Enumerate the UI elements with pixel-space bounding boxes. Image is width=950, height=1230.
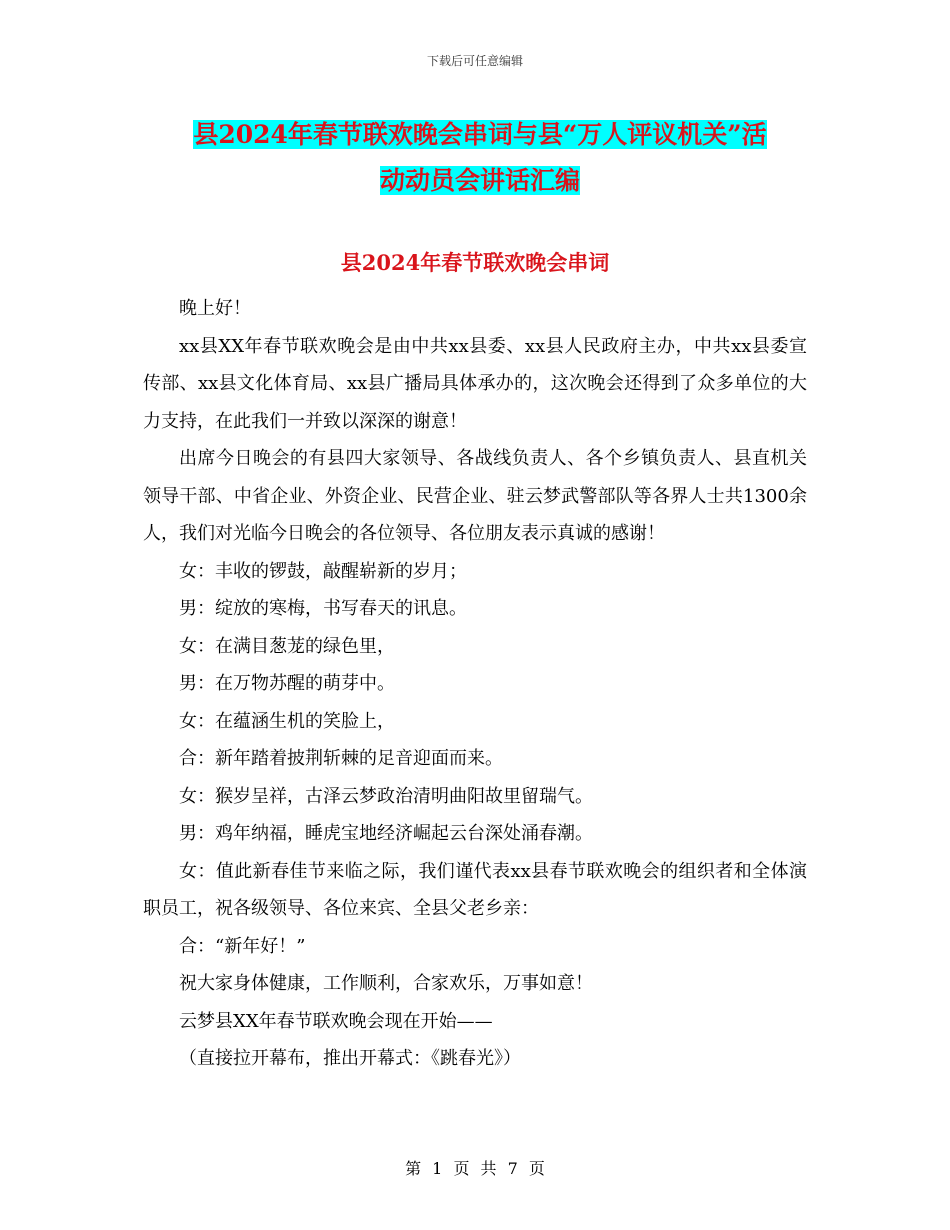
paragraph: 祝大家身体健康，工作顺利，合家欢乐，万事如意！ — [179, 973, 593, 994]
document-title — [140, 112, 820, 204]
paragraph: 合：“新年好！” — [179, 935, 306, 957]
page-number: 第 1 页 共 7 页 — [405, 1159, 545, 1178]
paragraph: 女：值此新春佳节来临之际，我们谨代表xx县春节联欢晚会的组织者和全体演职员工，祝各级领导、各位来宾、全县父老乡亲： — [143, 860, 807, 919]
paragraph: xx县XX年春节联欢晚会是由中共xx县委、xx县人民政府主办，中共xx县委宣传部、xx县文化体育局、xx县广播局具体承办的，这次晚会还得到了众多单位的大力支持，在此我们一并致以深深的谢意！ — [143, 335, 807, 432]
paragraph: 合：新年踏着披荆斩棘的足音迎面而来。 — [179, 748, 503, 769]
paragraph: （直接拉开幕布，推出开幕式：《跳春光》） — [179, 1048, 521, 1069]
paragraph: 女：猴岁呈祥，古泽云梦政治清明曲阳故里留瑞气。 — [179, 785, 593, 807]
paragraph: 出席今日晚会的有县四大家领导、各战线负责人、各个乡镇负责人、县直机关领导干部、中省企业、外资企业、民营企业、驻云梦武警部队等各界人士共1300余人，我们对光临今日晚会的各位领导、各位朋友表示真诚的感谢！ — [143, 448, 807, 544]
paragraph: 晚上好！ — [179, 298, 251, 319]
section-title: 县2024年春节联欢晚会串词 — [340, 250, 610, 275]
title-line-1: 县2024年春节联欢晚会串词与县“万人评议机关”活 — [193, 120, 767, 149]
paragraph: 女：在满目葱茏的绿色里， — [179, 635, 395, 657]
document-body — [143, 290, 807, 1078]
title-line-2: 动动员会讲话汇编 — [379, 166, 580, 195]
header-note: 下载后可任意编辑 — [426, 54, 523, 68]
paragraph: 男：绽放的寒梅，书写春天的讯息。 — [179, 598, 467, 619]
paragraph: 女：丰收的锣鼓，敲醒崭新的岁月； — [179, 560, 467, 582]
paragraph: 云梦县XX年春节联欢晚会现在开始—— — [179, 1010, 493, 1032]
paragraph: 男：鸡年纳福，睡虎宝地经济崛起云台深处涌春潮。 — [179, 823, 593, 844]
paragraph: 女：在蕴涵生机的笑脸上， — [179, 710, 395, 732]
paragraph: 男：在万物苏醒的萌芽中。 — [179, 673, 395, 694]
